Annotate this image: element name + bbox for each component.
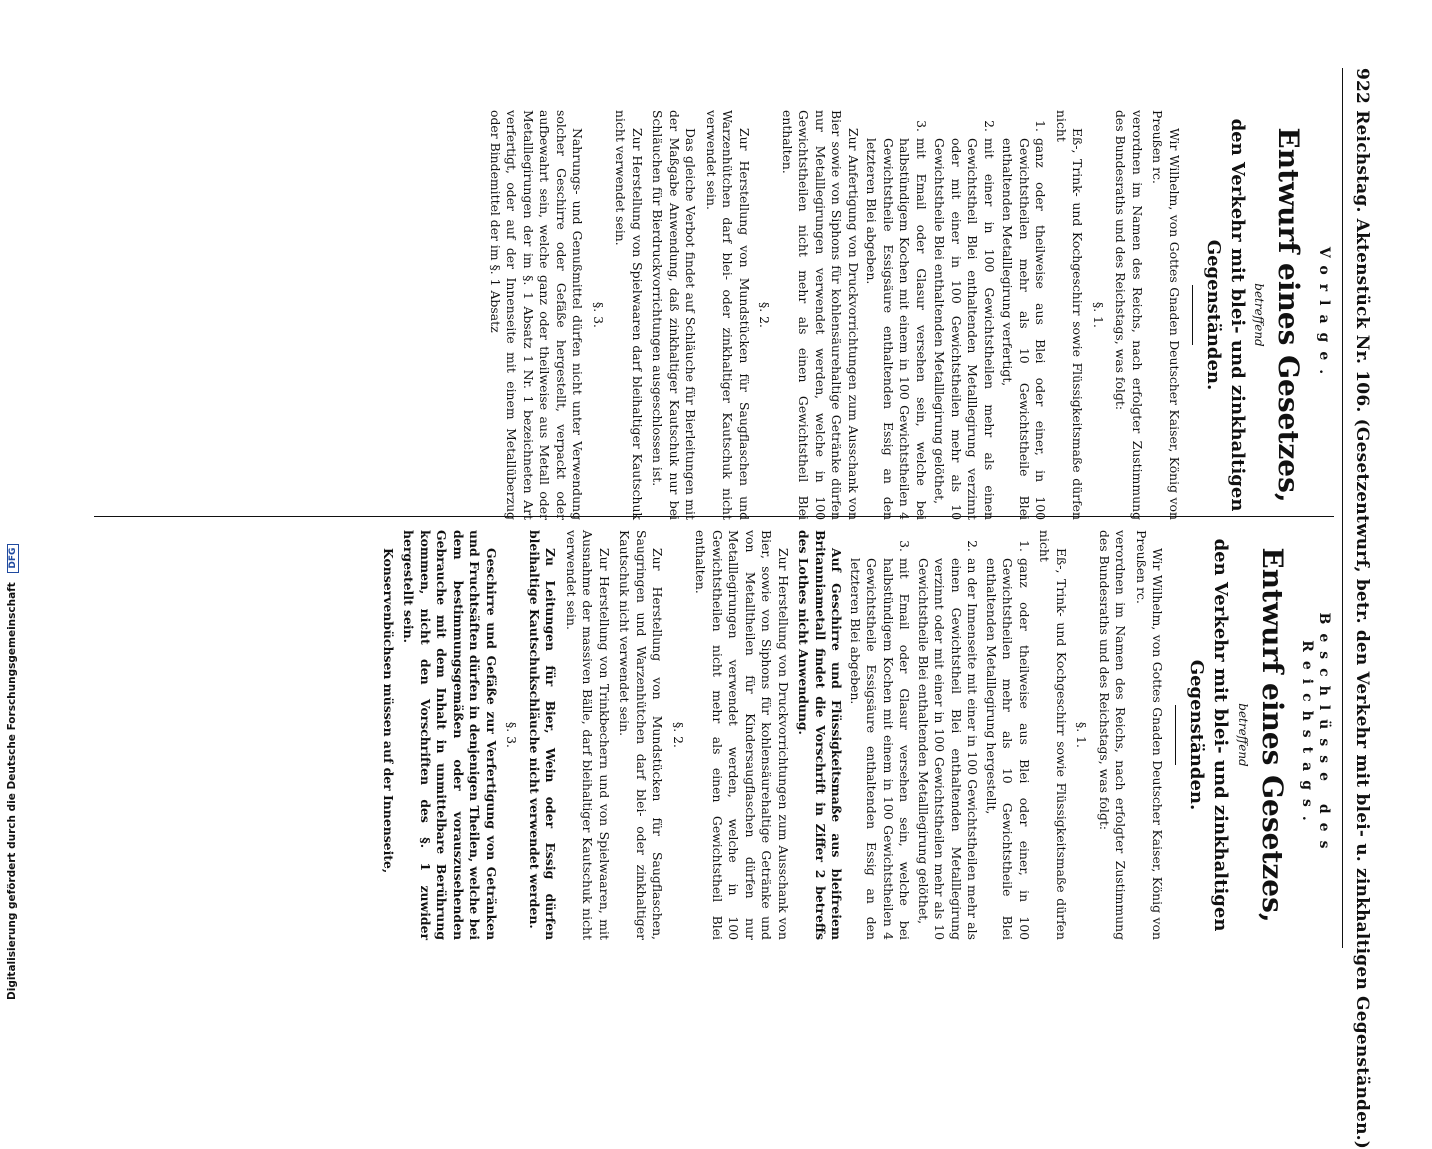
amendment-paragraph: Geschirre und Gefäße zur Verfertigung von Getränken und Fruchtsäften dürfen in denjenigen Theilen, welche bei dem bestimmungsgemäßen oder vorauszusehenden Gebrauche mit dem Inhalt in unmittelbare Berührung kommen, nicht den Vorschriften des §. 1 zuwider hergestellt sein. [401,530,499,940]
law-title: Entwurf eines Gesetzes, [1272,127,1306,503]
section-paragraph: Zur Herstellung von Spielwaaren darf bleihaltiger Kautschuk nicht verwendet sein. [613,110,645,520]
betreffend-label: betreffend [1252,283,1267,347]
right-column [94,530,1334,940]
section-paragraph: Zur Herstellung von Mundstücken für Saugflaschen, Saugringen und Warzenhütchen darf blei- oder zinkhaltiger Kautschuk nicht verwendet sein. [617,530,666,940]
list-item [983,530,1033,940]
item-text: ganz oder theilweise aus Blei oder einer, in 100 Gewichtstheilen mehr als 10 Gewichtstheile Blei enthaltenden Metalllegirung verfertigt, [1000,138,1049,520]
page-header [1344,68,1376,1149]
item-text: an der Innenseite mit einer in 100 Gewichtstheilen mehr als einen Gewichtstheil Blei enthaltenden Metalllegirung verzinnt oder mit einer in 100 Gewichtstheilen mehr als 10 Gewichtstheile Blei enthaltenden Metalllegirung gelöthet, [916,558,981,940]
digitization-text: Digitalisierung gefördert durch die Deutsche Forschungsgemeinschaft [6,582,18,1000]
column-label: Beschlüsse des Reichstags. [1299,612,1332,858]
item-text: mit Email oder Glasur versehen sein, welche bei halbstündigem Kochen mit einem in 100 Gewichtstheilen 4 Gewichtstheile Essigsäure enthaltenden Essig an den letzteren Blei abgeben. [864,138,929,520]
section-paragraph: Das gleiche Verbot findet auf Schläuche für Bierleitungen mit der Maßgabe Anwendung, daß zinkhaltiger Kautschuk nur bei Schläuchen für Bierdruckvorrichtungen ausgeschlossen ist. [650,110,699,520]
amendment-paragraph: Auf Geschirre und Flüssigkeitsmaße aus bleifreiem Britanniametall findet die Vorschrift in Ziffer 2 betreffs des Lothes nicht Anwendung. [796,530,845,940]
law-subtitle: den Verkehr mit blei- und zinkhaltigen Gegenständen. [1186,538,1232,932]
section-paragraph: Nahrungs- und Genußmittel dürfen nicht unter Verwendung solcher Geschirre oder Gefäße hergestellt, verpackt oder aufbewahrt sein, welche ganz oder theilweise aus Metall oder Metalllegirungen der im §. 1 Absatz 1 Nr. 1 bezeichneten Art verfertigt, oder auf der Innenseite mit einem Metallüberzug oder Bindemittel der im §. 1 Absatz [488,110,586,520]
left-column [94,110,1334,520]
list-item [999,110,1049,520]
section-heading: §. 1. [1074,722,1090,748]
section-heading: §. 3. [504,722,520,748]
law-title: Entwurf eines Gesetzes, [1256,547,1289,923]
header-rule [1342,68,1343,948]
column-label: Vorlage. [1316,246,1332,384]
list-item [863,110,929,520]
item-number: 3. [914,120,929,132]
title-rule [1176,705,1177,765]
section-paragraph: Zur Herstellung von Mundstücken für Saugflaschen und Warzenhütchen darf blei- oder zinkhaltiger Kautschuk nicht verwendet sein. [704,110,752,520]
amendment-paragraph: Konservenbüchsen müssen auf der Innenseite, [381,548,396,874]
intro-paragraph: verordnen im Namen des Reichs, nach erfolgter Zustimmung des Bundesraths und des Reichstags, was folgt: [1113,110,1145,520]
section-paragraph: Zur Anfertigung von Druckvorrichtungen zum Ausschank von Bier sowie von Siphons für kohlensäurehaltige Getränke dürfen nur Metalllegirungen verwendet werden, welche in 100 Gewichtstheilen nicht mehr als einen Gewichtstheil Blei enthalten. [780,110,861,520]
item-number: 1. [1017,540,1032,552]
item-number: 2. [965,540,981,552]
intro-paragraph: Wir Wilhelm, von Gottes Gnaden Deutscher Kaiser, König von Preußen rc. [1134,530,1166,940]
list-item [931,110,997,520]
item-text: mit einer in 100 Gewichtstheilen mehr als einen Gewichtstheil Blei enthaltenden Metalllegirung verzinnt oder mit einer in 100 Gewichtstheilen mehr als 10 Gewichtstheile Blei enthaltenden Metalllegirung gelöthet, [932,138,997,520]
item-text: mit Email oder Glasur versehen sein, welche bei halbstündigem Kochen mit einem in 100 Gewichtstheilen 4 Gewichtstheile Essigsäure enthaltenden Essig an den letzteren Blei abgeben. [848,558,913,940]
section-paragraph: Zur Herstellung von Trinkbechern und von Spielwaaren, mit Ausnahme der massiven Bälle, darf bleihaltiger Kautschuk nicht verwendet sein. [564,530,612,940]
law-subtitle: den Verkehr mit blei- und zinkhaltigen Gegenständen. [1203,118,1248,512]
intro-paragraph: verordnen im Namen des Reichs, nach erfolgter Zustimmung des Bundesraths und des Reichstags, was folgt: [1097,530,1129,940]
section-paragraph: Zur Herstellung von Druckvorrichtungen zum Ausschank von Bier, sowie von Siphons für kohlensäurehaltige Getränke und von Metalltheilen für Kindersaugflaschen dürfen nur Metalllegirungen verwendet werden, welche in 100 Gewichtstheilen nicht mehr als einen Gewichtstheil Blei enthalten. [693,530,791,940]
item-text: ganz oder theilweise aus Blei oder einer, in 100 Gewichtstheilen mehr als 10 Gewichtstheile Blei enthaltenden Metalllegirung hergestellt, [984,558,1032,940]
dfg-logo: DFG [7,544,19,573]
digitization-note [6,0,20,1000]
item-number: 3. [897,540,913,552]
intro-paragraph: Wir Wilhelm, von Gottes Gnaden Deutscher Kaiser, König von Preußen rc. [1150,110,1182,520]
amendment-paragraph: Zu Leitungen für Bier, Wein oder Essig dürfen bleihaltige Kautschukschläuche nicht verwendet werden. [527,530,559,940]
section-heading: §. 1. [1091,302,1106,328]
list-item [915,530,981,940]
list-item [847,530,913,940]
section-heading: §. 2. [671,722,686,748]
section-heading: §. 2. [757,302,773,328]
betreffend-label: betreffend [1236,703,1250,767]
section-heading: §. 3. [591,302,606,328]
item-number: 2. [982,120,997,132]
title-rule [1192,285,1193,345]
item-number: 1. [1033,120,1049,132]
header-title: 922 Reichstag. Aktenstück Nr. 106. (Gesetzentwurf, betr. den Verkehr mit blei- u. zinkhaltigen Gegenständen.) [1352,68,1372,1149]
section-paragraph: Eß-, Trink- und Kochgeschirr sowie Flüssigkeitsmaße dürfen nicht [1037,530,1069,940]
section-paragraph: Eß-, Trink- und Kochgeschirr sowie Flüssigkeitsmaße dürfen nicht [1054,110,1086,520]
